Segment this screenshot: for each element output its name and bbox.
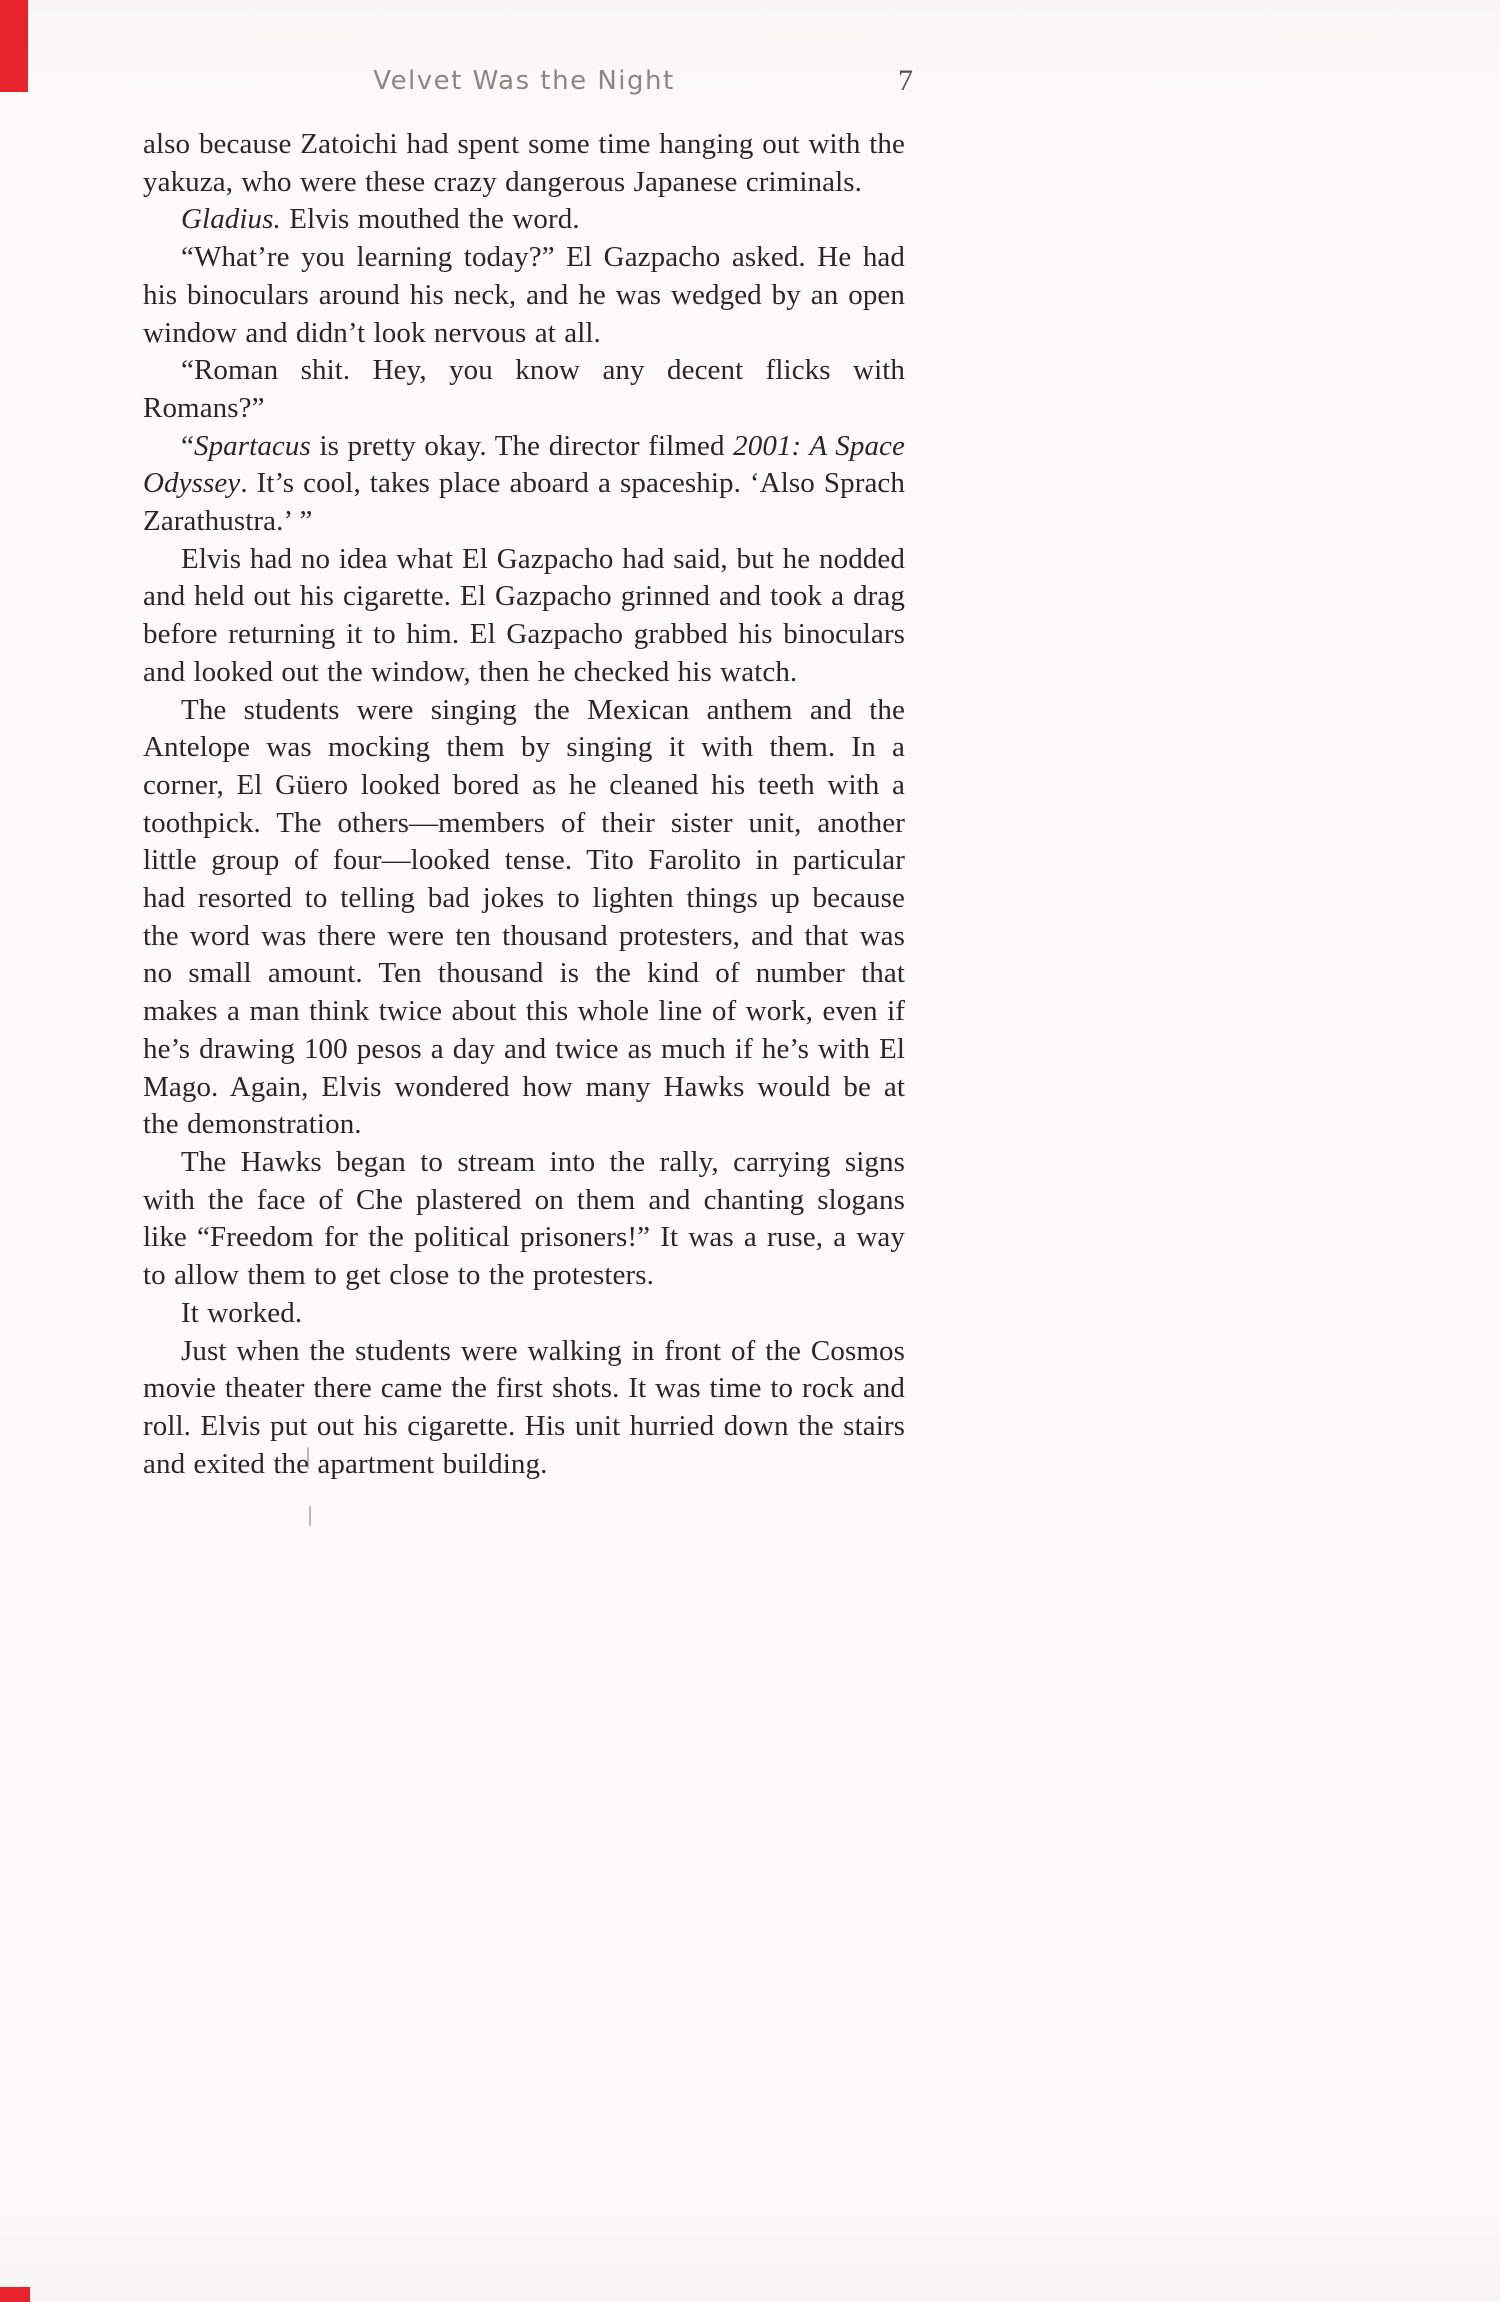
text-segment: Elvis mouthed the word.	[280, 203, 580, 236]
paragraph	[143, 126, 905, 201]
running-header	[143, 64, 913, 110]
text-segment: Just when the students were walking in front of the Cosmos movie theater there came the first shots. It was time to rock and roll. Elvis put out his cigarette. His unit hurried down the stairs and exited the apartment building.	[143, 1334, 905, 1480]
text-segment: “Roman shit. Hey, you know any decent flicks with Romans?”	[143, 354, 905, 424]
italic-text-segment: Spartacus	[193, 429, 311, 462]
scan-artifact	[307, 1447, 309, 1469]
text-segment: “	[181, 429, 194, 462]
paragraph	[143, 1333, 905, 1484]
text-segment: It worked.	[181, 1296, 303, 1329]
text-segment: The students were singing the Mexican anthem and the Antelope was mocking them by singing it with them. In a corner, El Güero looked bored as he cleaned his teeth with a toothpick. The others—members of their sister unit, another little group of four—looked tense. Tito Farolito in particular had resorted to telling bad jokes to lighten things up because the word was there were ten thousand protesters, and that was no small amount. Ten thousand is the kind of number that makes a man think twice about this whole line of work, even if he’s drawing 100 pesos a day and twice as much if he’s with El Mago. Again, Elvis wondered how many Hawks would be at the demonstration.	[143, 693, 905, 1141]
page-number: 7	[898, 64, 913, 97]
text-segment: . It’s cool, takes place aboard a spaceship. ‘Also Sprach Zarathustra.’ ”	[143, 467, 905, 538]
text-segment: “What’re you learning today?” El Gazpacho asked. He had his binoculars around his neck, and he was wedged by an open window and didn’t look nervous at all.	[143, 241, 905, 349]
body-text	[143, 126, 905, 1483]
scan-artifact	[309, 1506, 311, 1526]
paragraph	[143, 541, 905, 692]
page-content	[143, 64, 913, 1483]
paragraph	[143, 1295, 905, 1333]
text-segment: The Hawks began to stream into the rally, carrying signs with the face of Che plastered on them and chanting slogans like “Freedom for the political prisoners!” It was a ruse, a way to allow them to get close to the protesters.	[143, 1145, 905, 1292]
paragraph	[143, 428, 905, 541]
running-header-title: Velvet Was the Night	[373, 66, 675, 96]
text-segment: Elvis had no idea what El Gazpacho had said, but he nodded and held out his cigarette. El Gazpacho grinned and took a drag before returning it to him. El Gazpacho grabbed his binoculars and looked out the window, then he checked his watch.	[143, 542, 905, 688]
text-segment: also because Zatoichi had spent some time hanging out with the yakuza, who were these crazy dangerous Japanese criminals.	[143, 128, 905, 198]
paragraph	[143, 1144, 905, 1295]
paragraph	[143, 201, 905, 239]
text-segment: is pretty okay. The director filmed	[310, 429, 734, 462]
paragraph	[143, 352, 905, 427]
book-cover-edge-bottom	[0, 2287, 30, 2302]
italic-text-segment: Gladius.	[181, 203, 281, 236]
italic-text-segment: 2001: A Space Odyssey	[143, 429, 905, 500]
paragraph	[143, 692, 905, 1144]
paragraph	[143, 239, 905, 352]
book-cover-edge-top	[0, 0, 28, 92]
